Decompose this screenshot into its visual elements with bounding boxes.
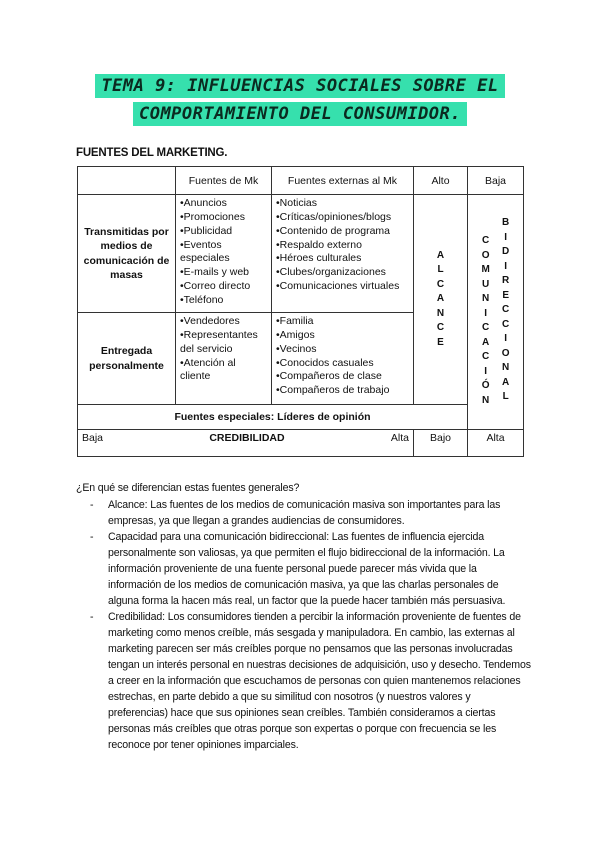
vertical-letter: I (504, 231, 508, 243)
vertical-letter: C (502, 318, 510, 330)
list-item: •Comunicaciones virtuales (276, 280, 400, 293)
vertical-letter: N (436, 307, 445, 319)
vertical-letter: D (502, 246, 510, 257)
credibility-low: Baja (82, 432, 104, 444)
list-item: •Anuncios (180, 197, 227, 209)
vertical-letter: A (481, 336, 490, 348)
credibility-high: Alta (390, 432, 409, 444)
vertical-letter: I (484, 365, 487, 377)
comunicacion-bidireccional-vertical (468, 195, 524, 430)
vertical-letter: A (502, 376, 510, 388)
marketing-sources-table (77, 166, 524, 457)
cell-external-mass-media (272, 195, 414, 313)
vertical-letter: N (481, 293, 490, 304)
list-item: •Contenido de programa (276, 224, 390, 237)
row-label-personal: Entregada personalmente (78, 313, 176, 405)
list-item: •Representantes del servicio (180, 328, 258, 355)
special-sources: Fuentes especiales: Líderes de opinión (78, 405, 468, 430)
list-item: •Compañeros de trabajo (276, 384, 390, 397)
vertical-letter: A (436, 249, 445, 261)
vertical-letter: C (481, 235, 490, 246)
alcance-vertical (414, 195, 468, 405)
vertical-letter: N (481, 394, 490, 406)
point-item: - Alcance: Las fuentes de los medios de comunicación masiva son importantes para las empresas, ya que llegan a grandes audiencias de consumidores. (76, 497, 531, 529)
row-label-mass-media: Transmitidas por medios de comunicación de masas (78, 195, 176, 313)
cell-mk-mass-media (176, 195, 272, 313)
vertical-letter: Ó (481, 380, 490, 391)
table-row-credibility (78, 430, 524, 457)
list-item: •Respaldo externo (276, 238, 362, 251)
list-item: •Eventos especiales (180, 238, 230, 265)
vertical-letter: N (502, 362, 510, 373)
vertical-letter: R (502, 275, 510, 286)
vertical-letter: L (502, 391, 509, 402)
vertical-letter: U (481, 278, 490, 290)
list-item: •Familia (276, 315, 314, 327)
vertical-letter: C (502, 304, 510, 315)
vertical-letter: O (501, 347, 510, 359)
vertical-letter: B (502, 217, 510, 228)
list-item: •Teléfono (180, 294, 224, 307)
list-item: •Conocidos casuales (276, 356, 374, 369)
list-item: •Publicidad (180, 224, 233, 237)
table-header-row (78, 167, 524, 195)
title-line-2: COMPORTAMIENTO DEL CONSUMIDOR. (133, 102, 467, 126)
point-item: - Capacidad para una comunicación bidireccional: Las fuentes de influencia ejercida personalmente son valiosas, ya que permiten el flujo bidireccional de la información. La información proveniente de una fuente personal puede parecer más vivida que la información de los medios de comunicación masiva, ya que las charlas personales de alguna forma la hacen más real, un factor que la puede hacer también más persuasiva. (76, 529, 531, 609)
list-item: •Vecinos (276, 342, 317, 355)
list-item: •Promociones (180, 210, 245, 223)
list-item: •Compañeros de clase (276, 370, 382, 383)
title-line-1: TEMA 9: INFLUENCIAS SOCIALES SOBRE EL (95, 74, 504, 98)
vertical-letter: C (481, 351, 490, 362)
vertical-letter: C (436, 322, 445, 334)
vertical-letter: I (484, 307, 487, 319)
vertical-letter: I (504, 260, 508, 272)
list-item: •Vendedores (180, 315, 240, 327)
vertical-letter: C (481, 322, 490, 333)
communication-high: Alta (468, 430, 524, 457)
cell-mk-personal (176, 313, 272, 405)
credibility-scale (78, 430, 414, 457)
table-header-baja: Baja (468, 167, 524, 195)
table-header-alto: Alto (414, 167, 468, 195)
table-header-empty (78, 167, 176, 195)
vertical-letter: M (481, 264, 490, 275)
vertical-letter: O (481, 249, 490, 261)
cell-external-personal (272, 313, 414, 405)
question: ¿En qué se diferencian estas fuentes generales? (76, 482, 300, 494)
list-item: •Atención al cliente (180, 356, 236, 383)
body-text (76, 480, 531, 753)
vertical-letter: L (437, 264, 444, 276)
alcance-low: Bajo (414, 430, 468, 457)
list-item: •Críticas/opiniones/blogs (276, 210, 392, 223)
section-heading: FUENTES DEL MARKETING. (76, 147, 228, 159)
page-title (0, 72, 600, 128)
vertical-letter: C (436, 278, 445, 290)
point-item: - Credibilidad: Los consumidores tienden a percibir la información proveniente de fuentes de marketing como menos creíble, más sesgada y manipuladora. En cambio, las externas al marketing parecen ser más creíbles porque no pensamos que las personas involucradas tengan un interés personal en nuestras decisiones de adquisición, uso y desecho. Tendemos a creer en la información que escuchamos de personas con quien mantenemos relaciones estrechas, en parte debido a que su similitud con nosotros (y nuestros valores y preferencias) hace que sus opiniones sean creíbles. También consideramos a ciertas personas más creíbles que otras porque son expertas o porque con frecuencia se les reconoce por tener opiniones imparciales. (76, 609, 531, 753)
list-item: •Héroes culturales (276, 252, 362, 265)
list-item: •Clubes/organizaciones (276, 266, 386, 279)
table-row-mass-media (78, 195, 524, 313)
list-item: •Amigos (276, 328, 315, 341)
vertical-letter: I (504, 333, 508, 344)
vertical-letter: E (437, 336, 444, 348)
table-header-mk: Fuentes de Mk (176, 167, 272, 195)
table-row-special (78, 405, 524, 430)
vertical-letter: E (502, 289, 509, 301)
points-list (76, 497, 531, 753)
table-header-external: Fuentes externas al Mk (272, 167, 414, 195)
vertical-letter: A (436, 293, 445, 305)
credibility-label: CREDIBILIDAD (209, 432, 285, 444)
list-item: •Noticias (276, 197, 318, 209)
list-item: •E-mails y web (180, 266, 250, 279)
list-item: •Correo directo (180, 280, 251, 293)
